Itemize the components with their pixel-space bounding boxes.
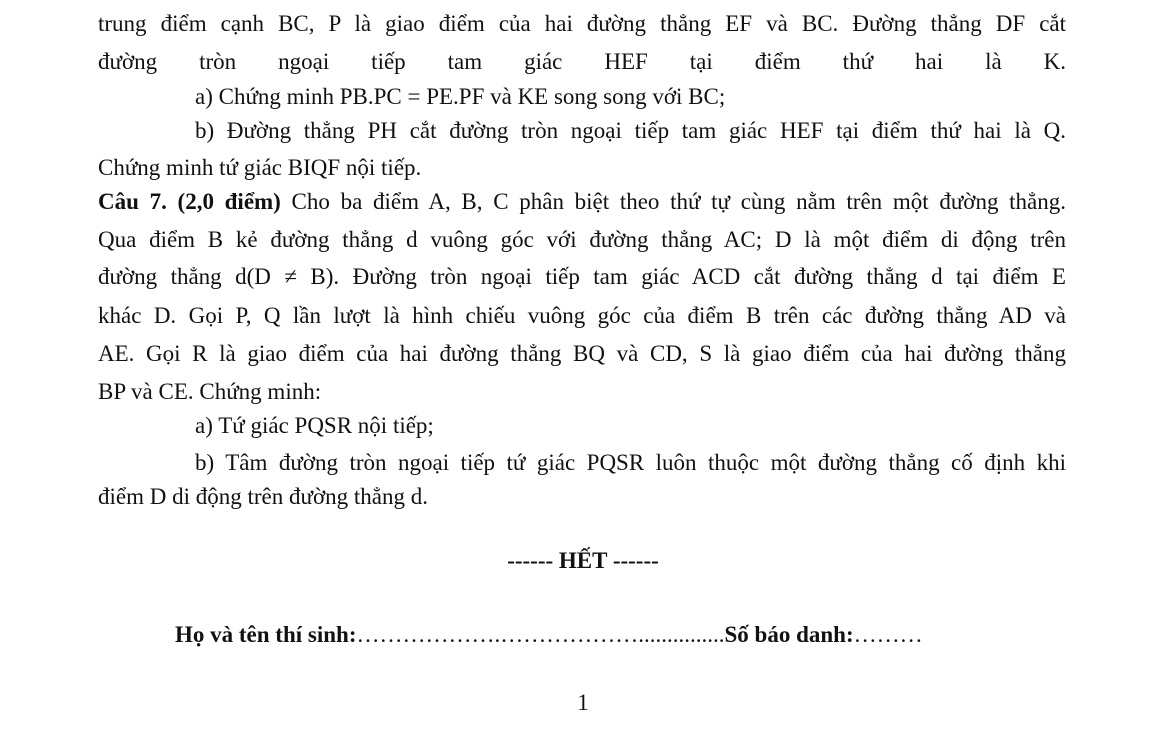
paragraph-line: BP và CE. Chứng minh: (98, 379, 322, 404)
paragraph-line: Chứng minh tứ giác BIQF nội tiếp. (98, 155, 422, 180)
paragraph-line: AE. Gọi R là giao điểm của hai đường thẳng BQ và CD, S là giao điểm của hai đường thẳng (98, 341, 1066, 366)
paragraph-line: đường tròn ngoại tiếp tam giác HEF tại điểm thứ hai là K. (98, 49, 1066, 74)
item-6b: b) Đường thẳng PH cắt đường tròn ngoại tiếp tam giác HEF tại điểm thứ hai là Q. (195, 118, 1066, 143)
end-marker: ------ HẾT ------ (507, 548, 659, 573)
candidate-number-blank: ……… (853, 622, 923, 647)
paragraph-line: khác D. Gọi P, Q lần lượt là hình chiếu vuông góc của điểm B trên các đường thẳng AD và (98, 303, 1066, 328)
item-7a: a) Tứ giác PQSR nội tiếp; (195, 413, 434, 438)
paragraph-line: đường thẳng d(D ≠ B). Đường tròn ngoại tiếp tam giác ACD cắt đường thẳng d tại điểm E (98, 264, 1066, 289)
question-7-heading-line (98, 187, 1066, 217)
candidate-info-line (175, 620, 923, 650)
page-number: 1 (577, 690, 589, 715)
item-7b: b) Tâm đường tròn ngoại tiếp tứ giác PQSR luôn thuộc một đường thẳng cố định khi (195, 450, 1066, 475)
item-6a: a) Chứng minh PB.PC = PE.PF và KE song song với BC; (195, 84, 726, 109)
paragraph-line: trung điểm cạnh BC, P là giao điểm của hai đường thẳng EF và BC. Đường thẳng DF cắt (98, 11, 1066, 36)
question-7-text: Cho ba điểm A, B, C phân biệt theo thứ tự cùng nằm trên một đường thẳng. (280, 189, 1066, 214)
candidate-name-label: Họ và tên thí sinh: (175, 622, 357, 647)
candidate-name-blank: ……………….………………............... (356, 622, 725, 647)
question-7-label: Câu 7. (2,0 điểm) (98, 189, 281, 214)
paragraph-line: Qua điểm B kẻ đường thẳng d vuông góc với đường thẳng AC; D là một điểm di động trên (98, 227, 1066, 252)
candidate-number-label: Số báo danh: (724, 622, 854, 647)
paragraph-line: điểm D di động trên đường thẳng d. (98, 484, 428, 509)
